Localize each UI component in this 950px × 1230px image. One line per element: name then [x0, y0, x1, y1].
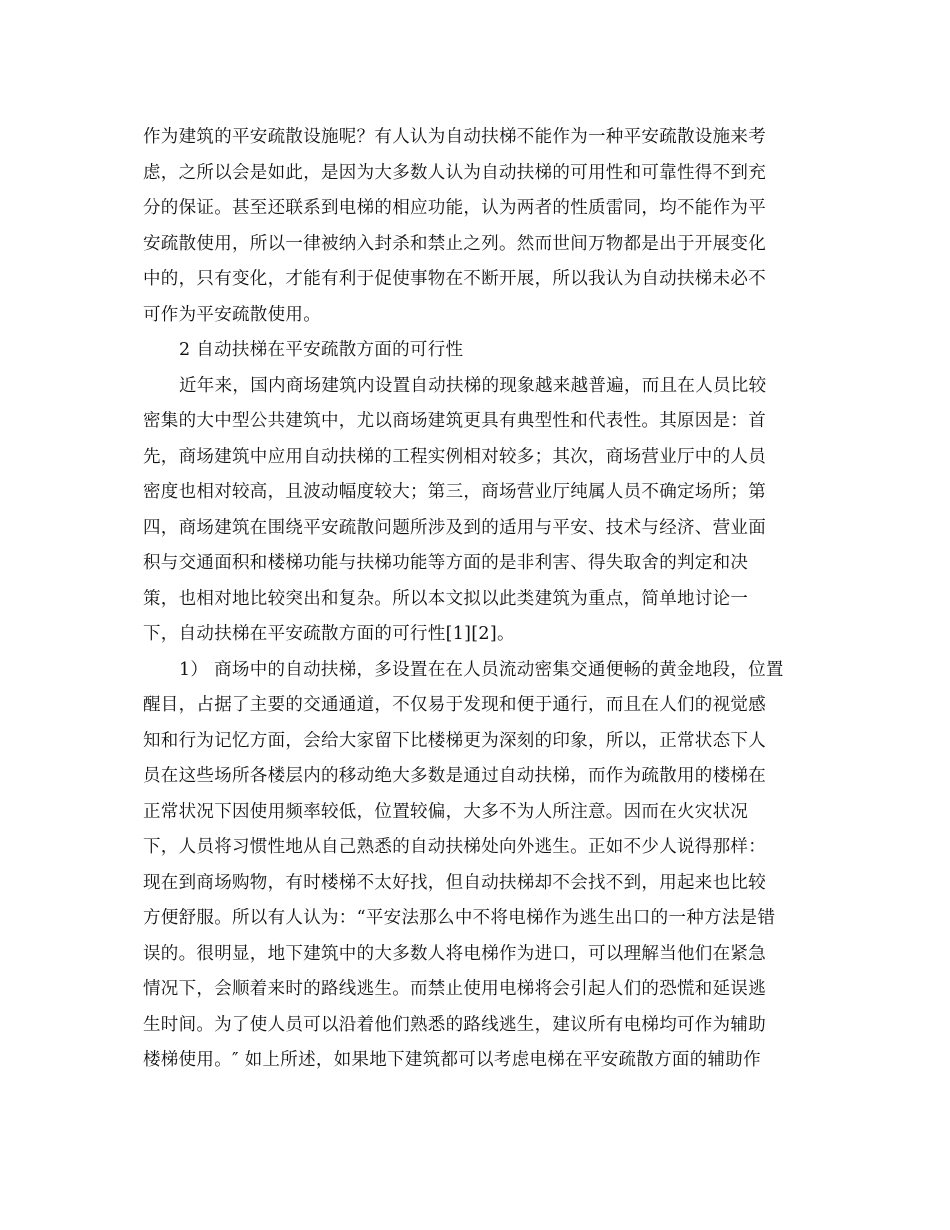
text-line: 四，商场建筑在围绕平安疏散问题所涉及到的适用与平安、技术与经济、营业面: [143, 517, 766, 538]
text-line: 先，商场建筑中应用自动扶梯的工程实例相对较多；其次，商场营业厅中的人员: [143, 446, 766, 467]
text-line: 分的保证。甚至还联系到电梯的相应功能，认为两者的性质雷同，均不能作为平: [143, 198, 766, 218]
text-line: 作为建筑的平安疏散设施呢？有人认为自动扶梯不能作为一种平安疏散设施来考: [143, 127, 766, 147]
text-line: 密度也相对较高，且波动幅度较大；第三，商场营业厅纯属人员不确定场所；第: [143, 482, 766, 502]
text-line: 虑，之所以会是如此，是因为大多数人认为自动扶梯的可用性和可靠性得不到充: [143, 162, 766, 183]
text-line: 下，人员将习惯性地从自己熟悉的自动扶梯处向外逃生。正如不少人说得那样：: [143, 837, 766, 857]
text-line: 安疏散使用，所以一律被纳入封杀和禁止之列。然而世间万物都是出于开展变化: [143, 233, 766, 254]
text-line: 误的。很明显，地下建筑中的大多数人将电梯作为进口，可以理解当他们在紧急: [143, 943, 766, 964]
text-line: 醒目，占据了主要的交通通道，不仅易于发现和便于通行，而且在人们的视觉感: [143, 695, 766, 715]
text-line: 下，自动扶梯在平安疏散方面的可行性[1][2]。: [143, 624, 515, 644]
text-line: 楼梯使用。″ 如上所述，如果地下建筑都可以考虑电梯在平安疏散方面的辅助作: [143, 1050, 761, 1070]
text-line: 近年来，国内商场建筑内设置自动扶梯的现象越来越普遍，而且在人员比较: [179, 375, 767, 396]
text-line: 2 自动扶梯在平安疏散方面的可行性: [179, 340, 464, 360]
text-line: 知和行为记忆方面，会给大家留下比楼梯更为深刻的印象，所以，正常状态下人: [143, 730, 766, 751]
text-line: 方便舒服。所以有人认为：“平安法那么中不将电梯作为逃生出口的一种方法是错: [143, 908, 776, 928]
text-line: 积与交通面积和楼梯功能与扶梯功能等方面的是非利害、得失取舍的判定和决: [143, 553, 749, 573]
text-line: 生时间。为了使人员可以沿着他们熟悉的路线逃生，建议所有电梯均可作为辅助: [143, 1014, 766, 1035]
text-line: 现在到商场购物，有时楼梯不太好找，但自动扶梯却不会找不到，用起来也比较: [143, 872, 766, 893]
text-line: 1） 商场中的自动扶梯，多设置在在人员流动密集交通便畅的黄金地段，位置: [179, 659, 784, 680]
text-line: 中的，只有变化，才能有利于促使事物在不断开展，所以我认为自动扶梯未必不: [143, 269, 766, 289]
text-line: 员在这些场所各楼层内的移动绝大多数是通过自动扶梯，而作为疏散用的楼梯在: [143, 766, 766, 786]
text-line: 密集的大中型公共建筑中，尤以商场建筑更具有典型性和代表性。其原因是：首: [143, 411, 766, 431]
text-line: 情况下，会顺着来时的路线逃生。而禁止使用电梯将会引起人们的恐慌和延误逃: [143, 979, 766, 999]
text-line: 正常状况下因使用频率较低，位置较偏，大多不为人所注意。因而在火灾状况: [143, 801, 749, 822]
text-line: 策，也相对地比较突出和复杂。所以本文拟以此类建筑为重点，简单地讨论一: [143, 588, 749, 609]
body-text: [143, 120, 823, 1079]
text-line: 可作为平安疏散使用。: [143, 304, 321, 325]
